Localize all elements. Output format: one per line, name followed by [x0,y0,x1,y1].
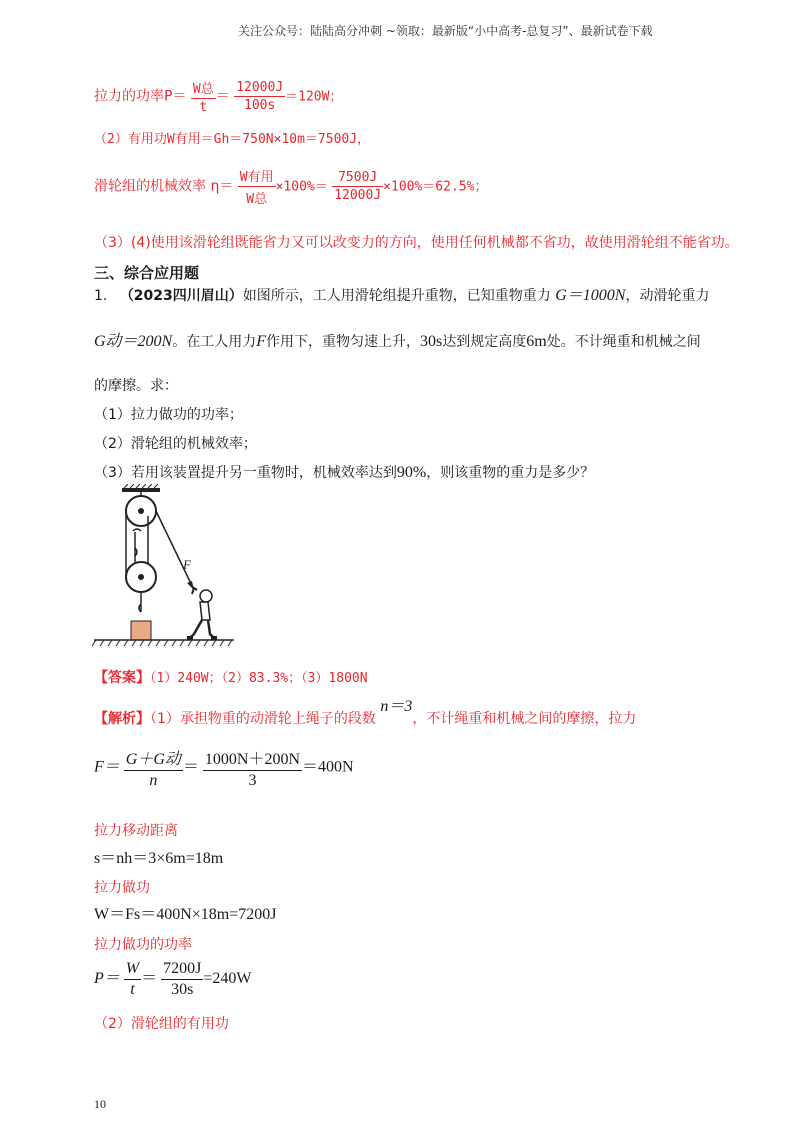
power-result: ＝120W； [285,89,343,105]
rope-count: n＝3 [380,698,413,715]
power-calc-lhs: P＝ [94,970,120,988]
answer-label: 【答案】 [94,670,150,686]
power-calc-fraction-values [161,960,203,999]
page-number: 10 [94,1097,106,1111]
force-symbol: F [256,333,267,350]
power-calc-eq: ＝ [141,970,158,988]
power-formula-line [94,78,342,115]
pulley-system-figure [90,484,240,649]
work-title: 拉力做功 [94,880,150,896]
force-result: ＝400N [302,758,354,776]
power-calc-den2: 30s [171,981,194,998]
eff-den2: 12000J [334,188,382,203]
problem-line-3: 的摩擦。求： [94,378,178,394]
efficiency-line [94,166,487,207]
eff-num: W有用 [238,166,276,187]
useful-work-line: （2）有用功W有用＝Gh＝750N×10m＝7500J， [94,132,371,147]
part2-title: （2）滑轮组的有用功 [94,1016,229,1032]
power-calc-fraction [124,960,141,999]
problem-text-2d: 处。不计绳重和机械之间 [546,334,701,350]
problem-text-1b: ，动滑轮重力 [625,288,710,304]
power-calc-formula [94,960,251,999]
work-formula: W＝Fs＝400N×18m=7200J [94,906,277,923]
analysis-label: 【解析】 [94,711,150,727]
gravity-value: G＝1000N [555,287,626,304]
answer-line [94,667,368,687]
power-calc-num2: 7200J [161,960,203,980]
force-den: n [149,772,158,789]
power-den2: 100s [244,98,276,113]
problem-line-1 [94,282,709,305]
eff-prefix: 滑轮组的机械效率 η＝ [94,178,234,195]
distance-formula: s＝nh＝3×6m=18m [94,850,224,867]
eff-den: W总 [246,192,268,207]
force-num2: 1000N＋200N [203,746,302,771]
force-num: G＋G动 [124,746,183,771]
problem-text-2c: 达到规定高度 [442,334,527,350]
problem-text-2a: 。在工人用力 [172,334,257,350]
eff-mid: ×100%＝ [275,179,328,195]
analysis-text-a: （1）承担物重的动滑轮上绳子的段数 [150,711,376,727]
question-3-text-a: （3）若用该装置提升另一重物时，机械效率达到 [94,465,397,481]
analysis-line [94,698,637,728]
force-fraction [124,746,183,790]
power-den: t [199,100,208,115]
power-fraction [191,78,216,115]
problem-number: 1. [94,288,108,304]
force-den2: 3 [248,772,257,789]
pulley-weight-value: G动＝200N [94,333,173,350]
efficiency-target: 90% [396,464,427,481]
worker-figure [187,588,217,640]
ceiling-mount [122,488,160,492]
height-value: 6m [526,333,547,350]
question-3-text-b: ，则该重物的重力是多少？ [426,465,595,481]
power-calc-result: =240W [203,970,252,988]
eff-result: ×100%＝62.5%； [383,179,488,195]
problem-source: （2023四川眉山） [119,288,243,304]
power-calc-num: W [124,960,141,980]
eff-fraction [238,166,276,207]
answer-text: （1）240W；（2）83.3%；（3）1800N [150,671,368,686]
question-1: （1）拉力做功的功率； [94,407,243,423]
force-formula [94,746,354,790]
weight-block [131,621,151,640]
power-calc-den: t [130,981,135,998]
power-fraction-values [234,80,285,113]
section-title: 三、综合应用题 [94,264,200,282]
ground-hatching [92,640,232,646]
problem-line-2 [94,328,701,351]
force-label: F [183,557,191,572]
power-prefix: 拉力的功率P＝ [94,88,187,105]
eff-num2: 7500J [332,170,383,187]
page-header: 关注公众号：陆陆高分冲刺 ~领取：最新版“小中高考-总复习”、最新试卷下载 [238,24,653,38]
force-eq: ＝ [182,758,199,776]
problem-text-1a: 如图所示，工人用滑轮组提升重物，已知重物重力 [242,288,551,304]
force-lhs: F＝ [94,758,120,776]
part34-line: （3）(4)使用该滑轮组既能省力又可以改变力的方向，使用任何机械都不省功，故使用滑轮组不能省功。 [94,235,739,251]
eff-fraction-values [332,170,383,203]
force-fraction-values [203,746,302,790]
power-eq: ＝ [215,88,230,105]
power-title: 拉力做功的功率 [94,937,192,953]
analysis-text-b: ，不计绳重和机械之间的摩擦，拉力 [412,711,637,727]
power-num: W总 [191,78,216,99]
time-value: 30s [420,333,443,350]
distance-title: 拉力移动距离 [94,823,178,839]
question-3 [94,462,594,482]
question-2: （2）滑轮组的机械效率； [94,436,257,452]
power-num2: 12000J [236,80,284,95]
ceiling-hatching [124,484,158,488]
problem-text-2b: 作用下，重物匀速上升， [266,334,421,350]
